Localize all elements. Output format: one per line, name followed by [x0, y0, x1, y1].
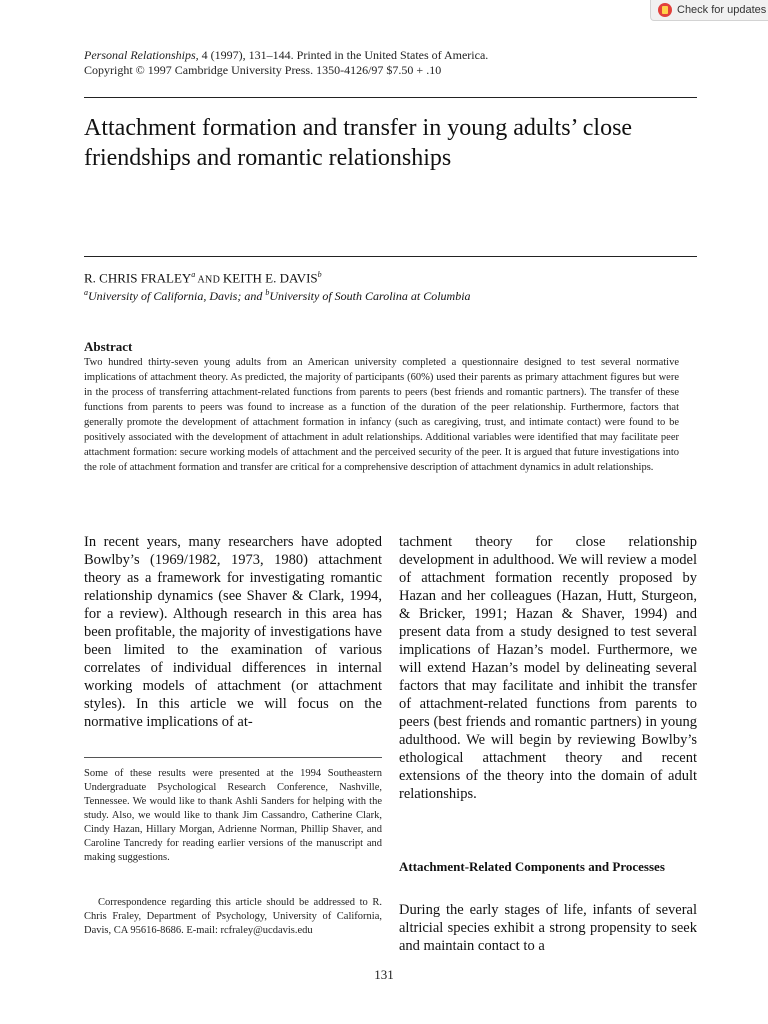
top-divider [84, 97, 697, 98]
footnote-acknowledgement: Some of these results were presented at the 1994 Southeastern Undergraduate Psychological Research Conference, Nashville, Tennessee. We would like to thank Ashli Sanders for helping with the study. Also, we would like to thank Jim Cassandro, Catherine Clark, Cindy Hazan, Hillary Morgan, Adrienne Norman, Phillip Shaver, and Caroline Tancredy for reading earlier versions of the manuscript and making suggestions. [84, 768, 382, 863]
affiliations [84, 288, 471, 304]
affil-b-mark: b [265, 288, 270, 297]
author-2-affil-mark: b [317, 270, 322, 279]
affil-a: University of California, Davis; and [88, 289, 266, 303]
journal-citation [84, 48, 488, 78]
check-for-updates-button[interactable] [650, 0, 768, 21]
affil-a-mark: a [84, 288, 88, 297]
article-title: Attachment formation and transfer in young adults’ close friendships and romantic relationships [84, 115, 633, 171]
footnote-divider [84, 757, 382, 758]
author-2: KEITH E. DAVIS [222, 270, 318, 286]
crossmark-icon [658, 3, 672, 17]
section-paragraph: During the early stages of life, infants of several altricial species exhibit a strong propensity to seek and maintain contact to a [399, 902, 697, 954]
author-conjunction: AND [195, 274, 223, 286]
body-left-paragraph: In recent years, many researchers have adopted Bowlby’s (1969/1982, 1973, 1980) attachment theory as a framework for investigating romantic relationship dynamics (see Shaver & Clark, 1994, for a review). Although research in this area has been profitable, the majority of investigations have been limited to the examination of various correlates of individual differences in internal working models of attachment (or attachment styles). In this article we will focus on the normative implications of at- [84, 534, 382, 730]
check-for-updates-label: Check for updates [677, 4, 767, 16]
journal-name: Personal Relationships, [84, 48, 199, 62]
abstract-heading: Abstract [84, 339, 133, 354]
footnote-correspondence: Correspondence regarding this article should be addressed to R. Chris Fraley, Department of Psychology, University of California, Davis, CA 95616-8686. E-mail: rcfraley@ucdavis.edu [84, 897, 382, 936]
author-line [84, 270, 322, 286]
author-1-affil-mark: a [191, 270, 196, 279]
title-divider [84, 256, 697, 257]
author-1: R. CHRIS FRALEY [84, 270, 192, 286]
affil-b: University of South Carolina at Columbia [269, 289, 471, 303]
copyright-line: Copyright © 1997 Cambridge University Press. 1350-4126/97 $7.50 + .10 [84, 63, 442, 77]
section-heading: Attachment-Related Components and Processes [399, 859, 665, 874]
abstract-text: Two hundred thirty-seven young adults from an American university completed a questionnaire designed to test several normative implications of attachment theory. As predicted, the majority of participants (60%) used their parents as primary attachment figures but were in the process of transferring attachment-related functions from parents to peers (best friends and romantic partners). The transfer of these functions from parents to peers was found to increase as a function of the duration of the peer relationship. Furthermore, factors that generally promote the development of attachment formation in infancy (such as caregiving, trust, and intimate contact) were found to be positively associated with the development of attachment in adult relationships. Additional variables were identified that may facilitate peer attachment formation: secure working models of attachment and the perceived security of the peer. It is argued that future investigations into the role of attachment formation and transfer are critical for a comprehensive description of attachment dynamics in adult relationships. [84, 357, 679, 473]
page-number: 131 [374, 967, 394, 982]
journal-details: 4 (1997), 131–144. Printed in the United States of America. [198, 48, 489, 62]
body-right-paragraph: tachment theory for close relationship development in adulthood. We will review a model of attachment formation recently proposed by Hazan and her colleagues (Hazan, Hutt, Sturgeon, & Bricker, 1991; Hazan & Shaver, 1994) and present data from a study designed to test several implications of Hazan’s model. Furthermore, we will extend Hazan’s model by delineating several factors that may facilitate and inhibit the transfer of attachment-related functions from parents to peers (best friends and romantic partners) in young adulthood. We will begin by reviewing Bowlby’s ethological attachment theory and recent extensions of the theory into the domain of adult relationships. [399, 534, 697, 802]
